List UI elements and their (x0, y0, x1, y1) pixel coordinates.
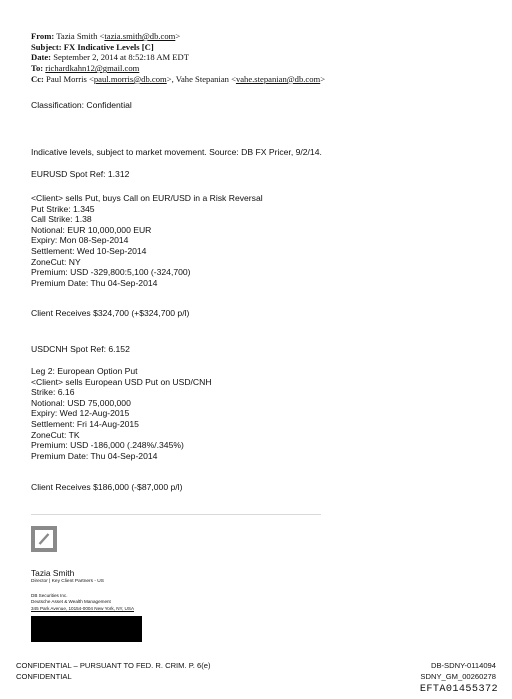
cnh-line: ZoneCut: TK (31, 429, 80, 440)
cc2-name: Vahe Stepanian (175, 73, 229, 84)
to-label: To: (31, 63, 44, 74)
eur-line: Settlement: Wed 10-Sep-2014 (31, 245, 147, 256)
cnh-line: Strike: 6.16 (31, 387, 75, 398)
date-text: September 2, 2014 at 8:52:18 AM EDT (53, 52, 190, 63)
cnh-client-receives: Client Receives $186,000 (-$87,000 p/l) (31, 482, 183, 492)
cc1-name: Paul Morris (46, 73, 87, 84)
footer-bates-sdny: SDNY_GM_00260278 (420, 672, 496, 681)
signature-address: 345 Park Avenue, 10154-0004 New York, NY, USA (31, 606, 135, 611)
date-row (31, 52, 325, 63)
cc1-email-link[interactable]: paul.morris@db.com (93, 73, 167, 84)
classification-text: Classification: Confidential (31, 100, 132, 110)
from-name: Tazia Smith (56, 31, 98, 41)
eur-line: Notional: EUR 10,000,000 EUR (31, 224, 152, 235)
cc-row: Cc: Paul Morris <paul.morris@db.com>, Vahe Stepanian <vahe.stepanian@db.com> (31, 73, 326, 84)
eur-line: <Client> sells Put, buys Call on EUR/USD in a Risk Reversal (31, 193, 263, 203)
signature-name: Tazia Smith (31, 568, 75, 578)
cc2-email-link[interactable]: vahe.stepanian@db.com (235, 73, 321, 84)
cnh-line: Settlement: Fri 14-Aug-2015 (31, 418, 139, 429)
footer-confidential-notice: CONFIDENTIAL – PURSUANT TO FED. R. CRIM. P. 6(e) (16, 661, 211, 670)
eur-line: Expiry: Mon 08-Sep-2014 (31, 235, 129, 246)
cnh-line: <Client> sells European USD Put on USD/CNH (31, 376, 212, 387)
logo-slash-icon (31, 526, 57, 552)
from-label: From: (31, 31, 55, 41)
cnh-trade-details (31, 366, 212, 461)
footer-efta-number: EFTA01455372 (419, 684, 498, 695)
cnh-line: Leg 2: European Option Put (31, 366, 138, 376)
cnh-line: Premium: USD -186,000 (.248%/.345%) (31, 440, 184, 451)
cnh-line: Premium Date: Thu 04-Sep-2014 (31, 450, 158, 461)
eur-trade-details (31, 193, 263, 288)
deutsche-bank-logo-icon (31, 526, 57, 552)
to-row (31, 63, 325, 74)
signature-company: DB Securities Inc. (31, 593, 68, 598)
signature-division: Deutsche Asset & Wealth Management (31, 599, 111, 604)
signature-divider (31, 514, 321, 515)
eur-line: ZoneCut: NY (31, 256, 81, 267)
intro-text: Indicative levels, subject to market movement. Source: DB FX Pricer, 9/2/14. (31, 147, 322, 157)
eur-spot-ref: EURUSD Spot Ref: 1.312 (31, 169, 130, 179)
redaction-block (31, 616, 142, 642)
cnh-line: Notional: USD 75,000,000 (31, 397, 131, 408)
subject-text: FX Indicative Levels [C] (63, 41, 154, 52)
footer-confidential: CONFIDENTIAL (16, 672, 72, 681)
eur-client-receives: Client Receives $324,700 (+$324,700 p/l) (31, 308, 190, 318)
eur-line: Premium: USD -329,800:5,100 (-324,700) (31, 267, 191, 278)
cc-label: Cc: (31, 73, 44, 84)
eur-line: Call Strike: 1.38 (31, 214, 92, 225)
signature-title: Director | Key Client Partners - US (31, 579, 104, 584)
from-email-link[interactable]: tazia.smith@db.com (104, 31, 176, 41)
eur-line: Put Strike: 1.345 (31, 203, 95, 214)
subject-row (31, 42, 325, 53)
from-row: From: Tazia Smith <tazia.smith@db.com> (31, 31, 181, 41)
footer-bates-db: DB-SDNY-0114094 (430, 661, 496, 670)
cnh-line: Expiry: Wed 12-Aug-2015 (31, 408, 130, 419)
email-header (31, 31, 325, 85)
eur-line: Premium Date: Thu 04-Sep-2014 (31, 277, 158, 288)
date-label: Date: (31, 52, 52, 63)
cnh-spot-ref: USDCNH Spot Ref: 6.152 (31, 344, 130, 354)
subject-label: Subject: (31, 41, 62, 52)
to-email-link[interactable]: richardkahn12@gmail.com (45, 63, 140, 74)
